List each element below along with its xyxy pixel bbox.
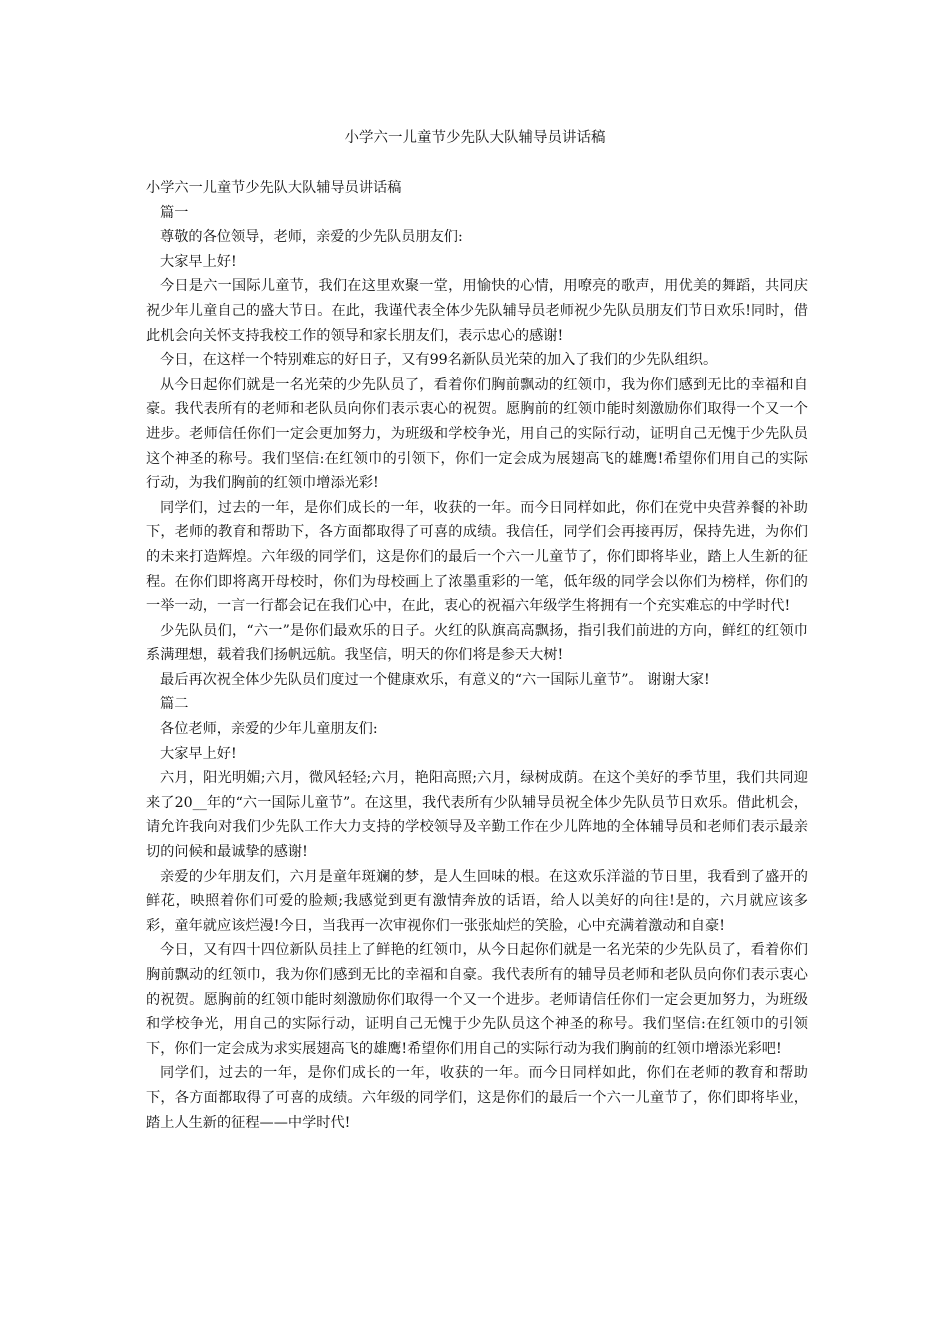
part2-salutation: 各位老师，亲爱的少年儿童朋友们:	[160, 721, 378, 738]
document-title: 小学六一儿童节少先队大队辅导员讲话稿	[344, 130, 606, 146]
part1-salutation: 尊敬的各位领导，老师，亲爱的少先队员朋友们:	[160, 229, 463, 246]
paragraph: 少先队员们，“六一”是你们最欢乐的日子。火红的队旗高高飘扬，指引我们前进的方向，鲜红的红领巾系满理想，载着我们扬帆远航。我坚信，明天的你们将是参天大树!	[146, 622, 808, 664]
paragraph: 同学们，过去的一年，是你们成长的一年，收获的一年。而今日同样如此，你们在老师的教育和帮助下，各方面都取得了可喜的成绩。六年级的同学们，这是你们的最后一个六一儿童节了，你们即将毕业，踏上人生新的征程——中学时代!	[146, 1065, 808, 1131]
paragraph: 六月，阳光明媚;六月，微风轻轻;六月，艳阳高照;六月，绿树成荫。在这个美好的季节里，我们共同迎来了20__年的“六一国际儿童节”。在这里，我代表所有少队辅导员祝全体少先队员节日欢乐。借此机会，请允许我向对我们少先队工作大力支持的学校领导及辛勤工作在少儿阵地的全体辅导员和老师们表示最亲切的问候和最诚挚的感谢!	[146, 770, 808, 861]
part2-greeting: 大家早上好!	[160, 745, 237, 762]
part1-greeting: 大家早上好!	[160, 253, 237, 270]
paragraph: 同学们，过去的一年，是你们成长的一年，收获的一年。而今日同样如此，你们在党中央营养餐的补助下，老师的教育和帮助下，各方面都取得了可喜的成绩。我信任，同学们会再接再厉，保持先进，为你们的未来打造辉煌。六年级的同学们，这是你们的最后一个六一儿童节了，你们即将毕业，踏上人生新的征程。在你们即将离开母校时，你们为母校画上了浓墨重彩的一笔，低年级的同学会以你们为榜样，你们的一举一动，一言一行都会记在我们心中，在此，衷心的祝福六年级学生将拥有一个充实难忘的中学时代!	[146, 499, 808, 615]
part1-label: 篇一	[160, 204, 189, 221]
paragraph: 最后再次祝全体少先队员们度过一个健康欢乐，有意义的“六一国际儿童节”。 谢谢大家!	[160, 671, 710, 688]
part2-label: 篇二	[160, 696, 189, 713]
paragraph: 今日，又有四十四位新队员挂上了鲜艳的红领巾，从今日起你们就是一名光荣的少先队员了，看着你们胸前飘动的红领巾，我为你们感到无比的幸福和自豪。我代表所有的辅导员老师和老队员向你们表示衷心的祝贺。愿胸前的红领巾能时刻激励你们取得一个又一个进步。老师请信任你们一定会更加努力，为班级和学校争光，用自己的实际行动，证明自己无愧于少先队员这个神圣的称号。我们坚信:在红领巾的引领下，你们一定会成为求实展翅高飞的雄鹰!希望你们用自己的实际行动为我们胸前的红领巾增添光彩吧!	[146, 942, 808, 1057]
paragraph: 今日是六一国际儿童节，我们在这里欢聚一堂，用愉快的心情，用嘹亮的歌声，用优美的舞蹈，共同庆祝少年儿童自己的盛大节日。在此，我谨代表全体少先队辅导员老师祝少先队员朋友们节日欢乐!同时，借此机会向关怀支持我校工作的领导和家长朋友们，表示忠心的感谢!	[146, 278, 808, 344]
body-heading: 小学六一儿童节少先队大队辅导员讲话稿	[146, 180, 402, 196]
paragraph: 今日，在这样一个特别难忘的好日子，又有99名新队员光荣的加入了我们的少先队组织。	[160, 352, 718, 369]
paragraph: 亲爱的少年朋友们，六月是童年斑斓的梦，是人生回味的根。在这欢乐洋溢的节日里，我看到了盛开的鲜花，映照着你们可爱的脸颊;我感觉到更有激情奔放的话语，给人以美好的向往!是的，六月就应该多彩，童年就应该烂漫!今日，当我再一次审视你们一张张灿烂的笑脸，心中充满着激动和自豪!	[146, 868, 808, 934]
paragraph: 从今日起你们就是一名光荣的少先队员了，看着你们胸前飘动的红领巾，我为你们感到无比的幸福和自豪。我代表所有的老师和老队员向你们表示衷心的祝贺。愿胸前的红领巾能时刻激励你们取得一个又一个进步。老师信任你们一定会更加努力，为班级和学校争光，用自己的实际行动，证明自己无愧于少先队员这个神圣的称号。我们坚信:在红领巾的引领下，你们一定会成为展翅高飞的雄鹰!希望你们用自己的实际行动，为我们胸前的红领巾增添光彩!	[146, 376, 808, 492]
document-body	[146, 176, 808, 1135]
